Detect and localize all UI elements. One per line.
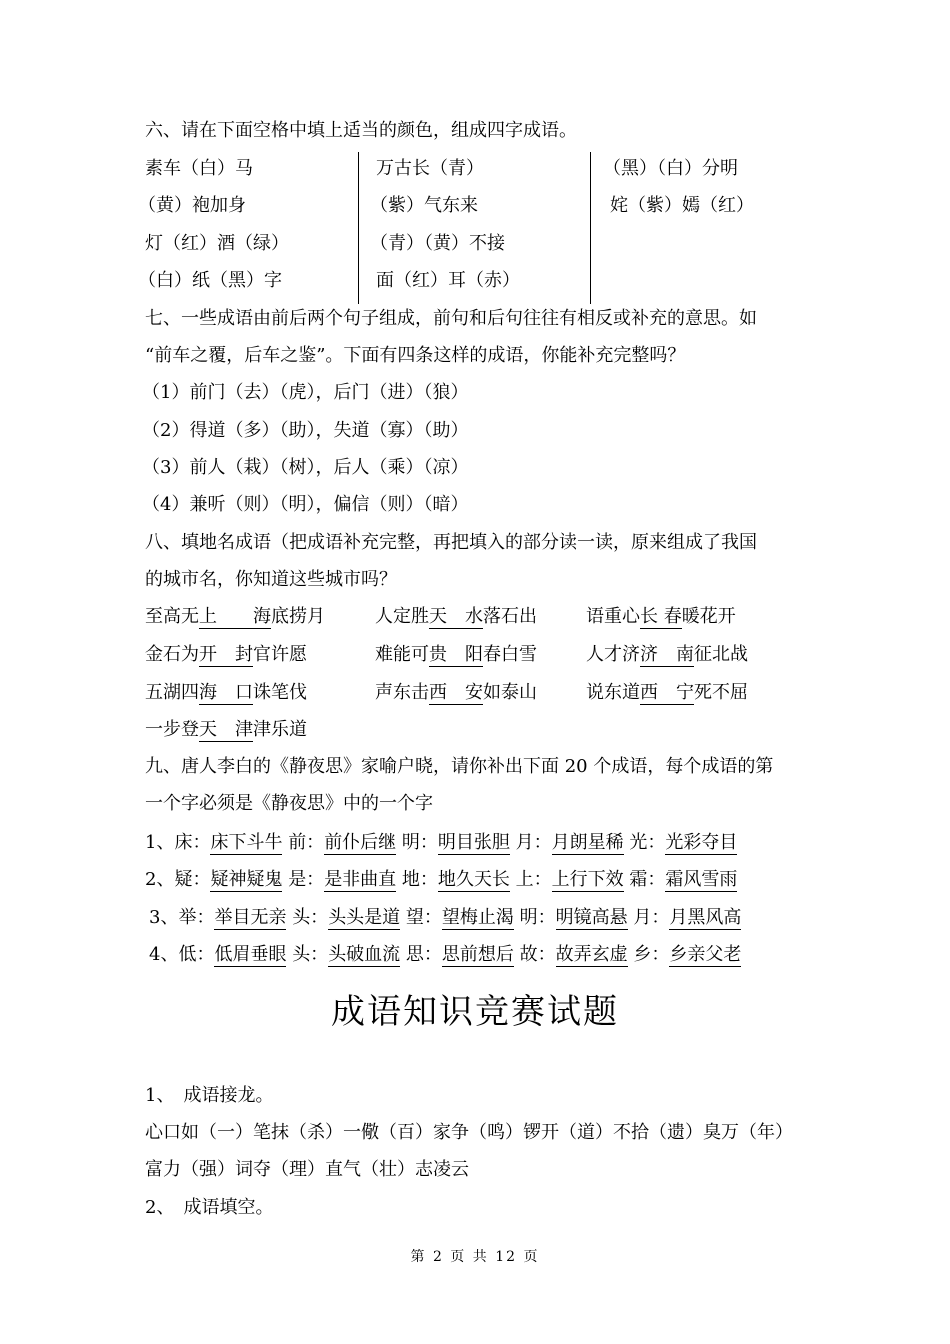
idiom-chain-line: 富力（强）词夺（理）直气（壮）志凌云 bbox=[145, 1159, 469, 1180]
section-8-heading-cont: 的城市名，你知道这些城市吗？ bbox=[145, 569, 397, 590]
color-idiom: （白）纸（黑）字 bbox=[138, 270, 282, 291]
idiom-answer: 望梅止渴 bbox=[441, 907, 514, 928]
idiom-answer: 疑神疑鬼 bbox=[210, 869, 283, 890]
color-idiom: （紫）气东来 bbox=[370, 195, 478, 216]
section-7-heading: 七、一些成语由前后两个句子组成，前句和后句往往有相反或补充的意思。如 bbox=[145, 308, 757, 329]
idiom-answer: 地久天长 bbox=[437, 869, 510, 890]
idiom-answer: 明镜高悬 bbox=[555, 907, 628, 928]
idiom-answer: 头破血流 bbox=[328, 944, 401, 965]
place-answer: 长 春 bbox=[640, 606, 682, 627]
poem-idiom-row: 4、低：低眉垂眼 头：头破血流 思：思前想后 故：故弄玄虚 乡：乡亲父老 bbox=[149, 944, 742, 965]
place-idiom: 一步登天 津津乐道 bbox=[145, 719, 307, 740]
place-answer: 天 津 bbox=[199, 719, 253, 740]
section-8-heading: 八、填地名成语（把成语补充完整，再把填入的部分读一读，原来组成了我国 bbox=[145, 532, 757, 553]
color-idiom: （黄）袍加身 bbox=[138, 195, 246, 216]
idiom-answer: 前仆后继 bbox=[324, 832, 397, 853]
section-9-heading: 九、唐人李白的《静夜思》家喻户晓，请你补出下面 20 个成语，每个成语的第 bbox=[145, 756, 774, 777]
place-idiom: 声东击西 安如泰山 bbox=[375, 682, 537, 703]
idiom-answer: 光彩夺目 bbox=[665, 832, 738, 853]
place-answer: 西 宁 bbox=[640, 682, 694, 703]
color-idiom: 灯（红）酒（绿） bbox=[145, 233, 289, 254]
place-idiom: 人才济济 南征北战 bbox=[586, 644, 748, 665]
color-idiom: 姹（紫）嫣（红） bbox=[610, 195, 754, 216]
place-idiom: 金石为开 封官许愿 bbox=[145, 644, 307, 665]
color-idiom: 素车（白）马 bbox=[145, 158, 253, 179]
poem-idiom-row: 2、疑：疑神疑鬼 是：是非曲直 地：地久天长 上：上行下效 霜：霜风雪雨 bbox=[145, 869, 738, 890]
question-2-heading: 2、 成语填空。 bbox=[145, 1197, 274, 1218]
idiom-answer: 霜风雪雨 bbox=[665, 869, 738, 890]
place-idiom: 人定胜天 水落石出 bbox=[375, 606, 537, 627]
place-idiom: 五湖四海 口诛笔伐 bbox=[145, 682, 307, 703]
section-9-heading-cont: 一个字必须是《静夜思》中的一个字 bbox=[145, 793, 433, 814]
idiom-answer: 故弄玄虚 bbox=[555, 944, 628, 965]
section-7-item: （4）兼听（则）（明），偏信（则）（暗） bbox=[142, 494, 469, 515]
place-answer: 西 安 bbox=[429, 682, 483, 703]
place-answer: 上 海 bbox=[199, 606, 271, 627]
section-7-item: （2）得道（多）（助），失道（寡）（助） bbox=[142, 420, 469, 441]
place-answer: 天 水 bbox=[429, 606, 483, 627]
poem-idiom-row: 3、举：举目无亲 头：头头是道 望：望梅止渴 明：明镜高悬 月：月黑风高 bbox=[149, 907, 742, 928]
place-idiom: 至高无上 海底捞月 bbox=[145, 606, 325, 627]
idiom-answer: 明目张胆 bbox=[437, 832, 510, 853]
idiom-answer: 低眉垂眼 bbox=[214, 944, 287, 965]
idiom-answer: 乡亲父老 bbox=[669, 944, 742, 965]
place-idiom: 语重心长 春暖花开 bbox=[586, 606, 736, 627]
poem-idiom-row: 1、床：床下斗牛 前：前仆后继 明：明目张胆 月：月朗星稀 光：光彩夺目 bbox=[145, 832, 738, 853]
idiom-answer: 月黑风高 bbox=[669, 907, 742, 928]
color-idiom: （黑）（白）分明 bbox=[603, 158, 738, 179]
color-idiom: 万古长（青） bbox=[376, 158, 484, 179]
place-idiom: 难能可贵 阳春白雪 bbox=[375, 644, 537, 665]
page-title: 成语知识竞赛试题 bbox=[331, 992, 619, 1032]
place-answer: 开 封 bbox=[199, 644, 253, 665]
section-7-heading-cont: “前车之覆，后车之鉴”。下面有四条这样的成语，你能补充完整吗？ bbox=[145, 345, 686, 366]
idiom-answer: 上行下效 bbox=[551, 869, 624, 890]
idiom-answer: 月朗星稀 bbox=[551, 832, 624, 853]
color-idiom: 面（红）耳（赤） bbox=[376, 270, 520, 291]
place-answer: 济 南 bbox=[640, 644, 694, 665]
idiom-answer: 思前想后 bbox=[441, 944, 514, 965]
question-1-heading: 1、 成语接龙。 bbox=[145, 1085, 274, 1106]
color-idiom: （青）（黄）不接 bbox=[370, 233, 505, 254]
place-idiom: 说东道西 宁死不屈 bbox=[586, 682, 748, 703]
section-6-heading: 六、请在下面空格中填上适当的颜色，组成四字成语。 bbox=[145, 120, 577, 141]
idiom-answer: 举目无亲 bbox=[214, 907, 287, 928]
section-7-item: （3）前人（栽）（树），后人（乘）（凉） bbox=[142, 457, 469, 478]
section-7-item: （1）前门（去）（虎），后门（进）（狼） bbox=[142, 382, 469, 403]
place-answer: 贵 阳 bbox=[429, 644, 483, 665]
idiom-answer: 是非曲直 bbox=[324, 869, 397, 890]
idiom-chain-line: 心口如（一）笔抹（杀）一儆（百）家争（鸣）锣开（道）不拾（遗）臭万（年） bbox=[145, 1122, 793, 1143]
table-divider-1 bbox=[358, 152, 359, 304]
idiom-answer: 床下斗牛 bbox=[210, 832, 283, 853]
idiom-answer: 头头是道 bbox=[328, 907, 401, 928]
place-answer: 海 口 bbox=[199, 682, 253, 703]
table-divider-2 bbox=[590, 152, 591, 304]
page-footer: 第 2 页 共 12 页 bbox=[410, 1249, 540, 1265]
